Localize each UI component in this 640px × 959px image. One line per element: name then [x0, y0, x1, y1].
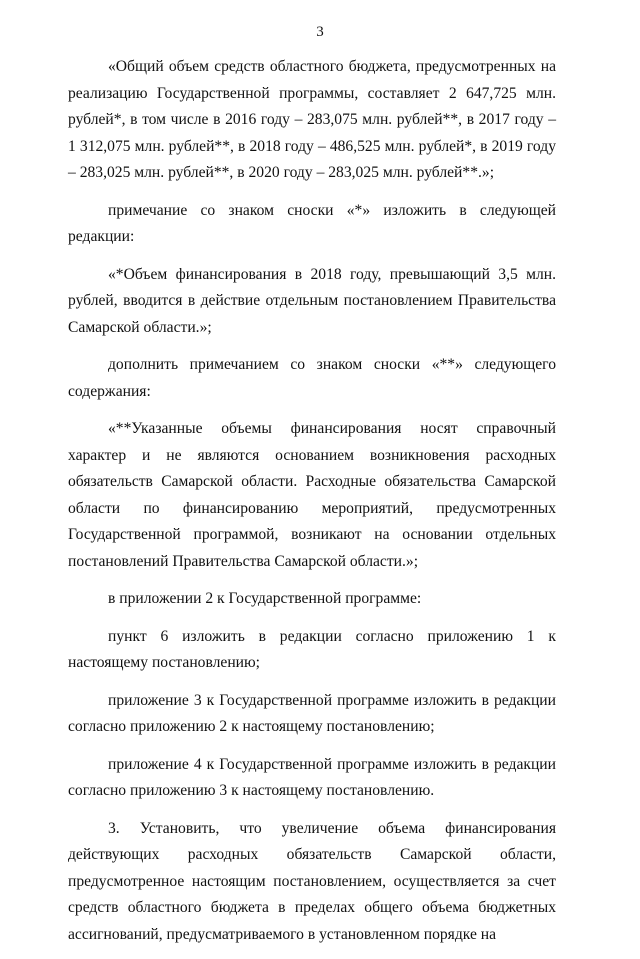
- paragraph-budget-total: «Общий объем средств областного бюджета, предусмотренных на реализацию Государственной программы, составляет 2 647,725 млн. рублей*, в том числе в 2016 году – 283,075 млн. рублей**, в 2017 году – 1 312,075 млн. рублей**, в 2018 году – 486,525 млн. рублей*, в 2019 году – 283,025 млн. рублей**, в 2020 году – 283,025 млн. рублей**.»;: [68, 58, 556, 181]
- paragraph-appendix-2-heading: в приложении 2 к Государственной программе:: [108, 590, 422, 607]
- paragraph-appendix-4: приложение 4 к Государственной программе изложить в редакции согласно приложению 3 к настоящему постановлению.: [68, 755, 556, 799]
- document-body: [68, 54, 556, 959]
- paragraph-footnote-double-star-instruction: дополнить примечанием со знаком сноски «**» следующего содержания:: [68, 356, 556, 400]
- paragraph-appendix-3: приложение 3 к Государственной программе изложить в редакции согласно приложению 2 к настоящему постановлению;: [68, 691, 556, 735]
- paragraph-item-6: пункт 6 изложить в редакции согласно приложению 1 к настоящему постановлению;: [68, 627, 556, 671]
- page-number: 3: [316, 24, 324, 40]
- paragraph-footnote-star-instruction: примечание со знаком сноски «*» изложить в следующей редакции:: [68, 201, 556, 245]
- paragraph-footnote-star-text: «*Объем финансирования в 2018 году, превышающий 3,5 млн. рублей, вводится в действие отдельным постановлением Правительства Самарской области.»;: [68, 265, 556, 336]
- paragraph-footnote-double-star-text: «**Указанные объемы финансирования носят справочный характер и не являются основанием возникновения расходных обязательств Самарской области. Расходные обязательства Самарской области по финансированию мероприятий, предусмотренных Государственной программой, возникают на основании отдельных постановлений Правительства Самарской области.»;: [68, 420, 556, 570]
- paragraph-item-3: 3. Установить, что увеличение объема финансирования действующих расходных обязательств Самарской области, предусмотренное настоящим постановлением, осуществляется за счет средств областного бюджета в пределах общего объема бюджетных ассигнований, предусматриваемого в установленном порядке на: [68, 819, 556, 943]
